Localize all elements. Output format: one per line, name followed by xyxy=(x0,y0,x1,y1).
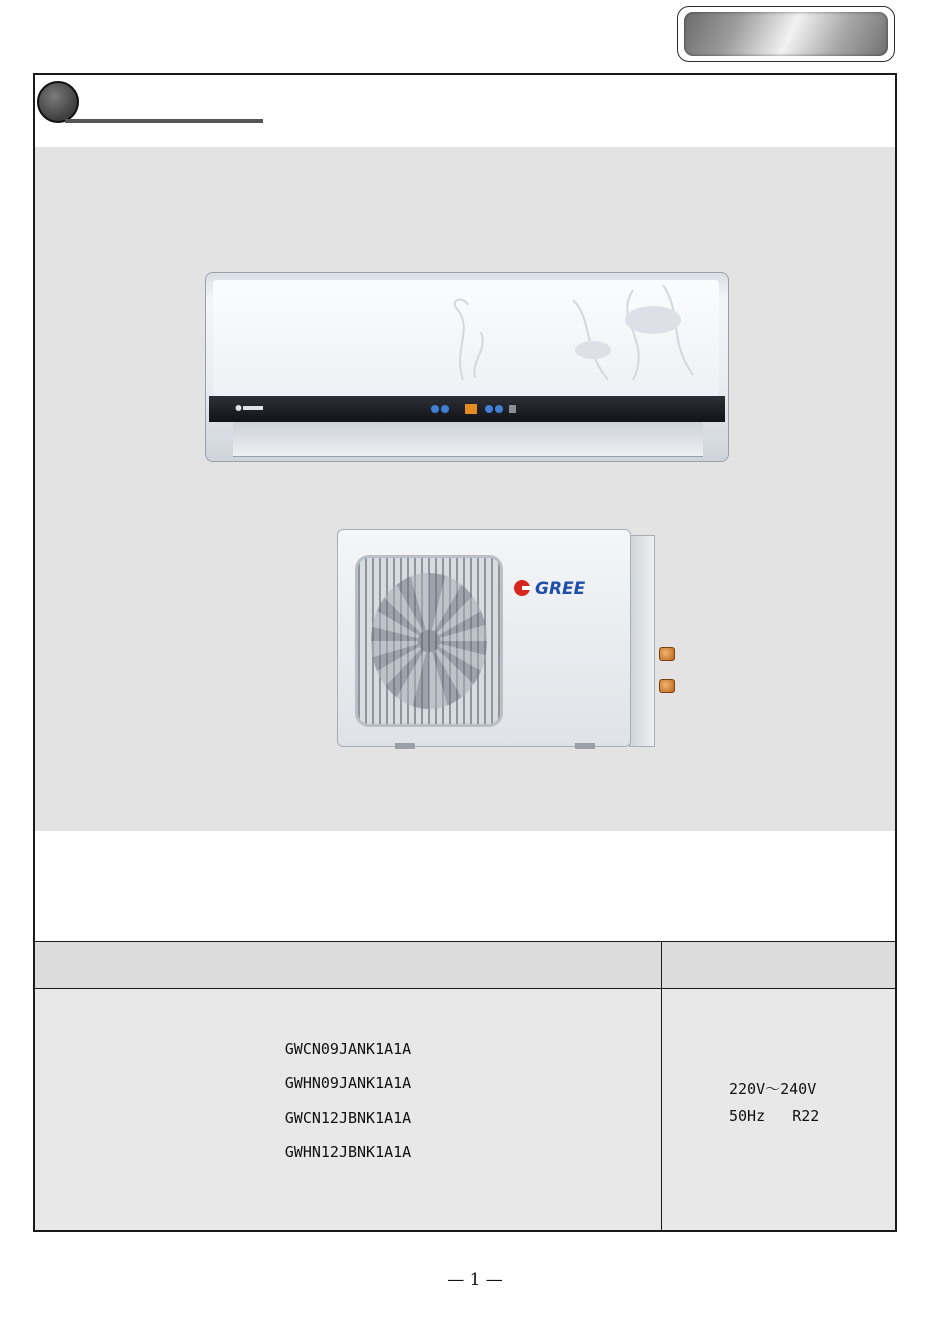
indoor-led-display-icon xyxy=(427,402,527,416)
section-header xyxy=(35,75,895,147)
indoor-louver xyxy=(233,422,703,457)
indoor-unit-front-panel xyxy=(213,280,719,396)
frequency-refrigerant-spec: 50Hz R22 xyxy=(729,1107,820,1125)
title-underline xyxy=(65,119,263,123)
indoor-unit-image xyxy=(205,272,729,464)
service-valve-icon xyxy=(659,647,675,661)
section-bullet-icon xyxy=(37,81,79,123)
page-number: — 1 — xyxy=(447,1270,503,1290)
model-list-cell xyxy=(35,989,661,1232)
service-valve-icon xyxy=(659,679,675,693)
gree-logo-small xyxy=(235,404,265,412)
model-number: GWCN12JBNK1A1A xyxy=(284,1109,412,1127)
indoor-display-bar xyxy=(209,396,725,422)
unit-foot xyxy=(395,743,415,749)
fan-blade-icon xyxy=(371,573,487,709)
model-number: GWHN12JBNK1A1A xyxy=(284,1143,412,1161)
outdoor-unit-image xyxy=(337,529,663,761)
model-number: GWCN09JANK1A1A xyxy=(284,1040,412,1058)
table-header-row xyxy=(35,941,895,989)
model-number: GWHN09JANK1A1A xyxy=(284,1074,412,1092)
table-column-divider xyxy=(661,941,662,1230)
section-tab xyxy=(677,6,895,62)
blank-area xyxy=(35,831,895,941)
product-photo-panel xyxy=(35,147,895,831)
outdoor-brand-text: GREE xyxy=(535,579,586,599)
unit-foot xyxy=(575,743,595,749)
decorative-pattern xyxy=(213,280,719,396)
section-tab-face xyxy=(684,12,888,56)
gree-logo xyxy=(513,577,605,599)
outdoor-unit-side xyxy=(629,535,655,747)
content-frame xyxy=(33,73,897,1232)
power-supply-spec: 220V～240V xyxy=(729,1080,817,1098)
